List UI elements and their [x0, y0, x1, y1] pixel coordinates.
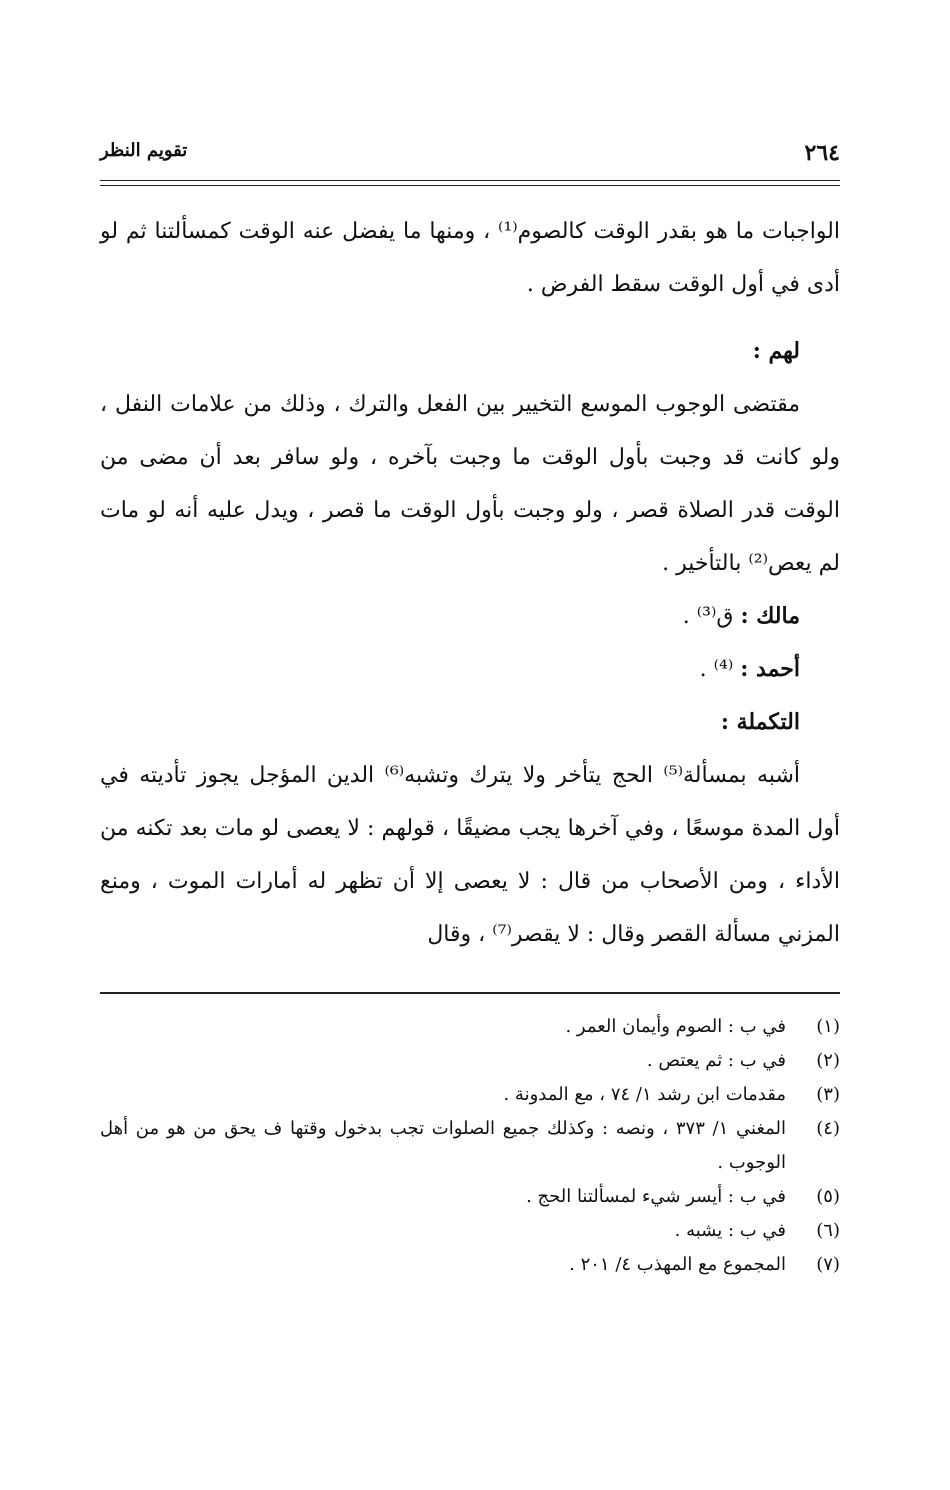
footnote-item [100, 1248, 840, 1282]
heading-lahum: لهم : [752, 338, 800, 364]
footnote-item [100, 1044, 840, 1078]
footnote-number: (٢) [816, 1050, 840, 1071]
running-title: تقويم النظر [100, 140, 188, 161]
footnote-number: (١) [816, 1016, 840, 1037]
footnote-number: (٦) [816, 1220, 840, 1241]
footnote-item [100, 1010, 840, 1044]
footnote-number: (٣) [816, 1084, 840, 1105]
footnote-item [100, 1112, 840, 1180]
footnote-text: في ب : أيسر شيء لمسألتنا الحج . [526, 1186, 786, 1207]
heading-takmila: التكملة : [720, 709, 800, 735]
paragraph-1: الواجبات ما هو بقدر الوقت كالصوم⁽¹⁾ ، ومنها ما يفضل عنه الوقت كمسألتنا ثم لو أدى في أول الوقت سقط الفرض . [100, 219, 840, 297]
page-number: ٢٦٤ [804, 140, 840, 166]
footnote-text: مقدمات ابن رشد ١/ ٧٤ ، مع المدونة . [503, 1084, 786, 1105]
page-header [100, 140, 840, 176]
paragraph-2: مقتضى الوجوب الموسع التخيير بين الفعل والترك ، وذلك من علامات النفل ، ولو كانت قد وجبت بأول الوقت ما وجبت بآخره ، ولو سافر بعد أن مضى من الوقت قدر الصلاة قصر ، ولو وجبت بأول الوقت ما قصر ، ويدل عليه أنه لو مات لم يعص⁽²⁾ بالتأخير . [100, 392, 840, 576]
ahmad-label: أحمد : [740, 656, 800, 682]
footnote-text: المجموع مع المهذب ٤/ ٢٠١ . [569, 1254, 786, 1275]
footnote-text: في ب : الصوم وأيمان العمر . [565, 1016, 786, 1037]
ahmad-text: ⁽⁴⁾ . [699, 657, 734, 682]
footnote-number: (٤) [816, 1118, 840, 1139]
header-rule [100, 180, 840, 181]
malik-label: مالك : [740, 603, 800, 629]
main-text [100, 205, 840, 961]
footnote-text: المغني ١/ ٣٧٣ ، ونصه : وكذلك جميع الصلوات تجب بدخول وقتها ف يحق من هو من أهل الوجوب . [100, 1118, 786, 1173]
ahmad-line [100, 643, 840, 696]
footnote-number: (٧) [816, 1254, 840, 1275]
header-rule-secondary [100, 185, 840, 186]
paragraph-3: أشبه بمسألة⁽⁵⁾ الحج يتأخر ولا يترك وتشبه⁽⁶⁾ الدين المؤجل يجوز تأديته في أول المدة موسعًا ، وفي آخرها يجب مضيقًا ، قولهم : لا يعصى لو مات بعد تكنه من الأداء ، ومن الأصحاب من قال : لا يعصى إلا أن تظهر له أمارات الموت ، ومنع المزني مسألة القصر وقال : لا يقصر⁽⁷⁾ ، وقال [100, 763, 840, 947]
footnote-item [100, 1180, 840, 1214]
footnote-text: في ب : ثم يعتص . [646, 1050, 786, 1071]
malik-line [100, 590, 840, 643]
footnote-item [100, 1078, 840, 1112]
footnote-separator [100, 992, 840, 994]
footnote-number: (٥) [816, 1186, 840, 1207]
malik-text: ق⁽³⁾ . [682, 604, 734, 629]
footnotes [100, 1010, 840, 1282]
footnote-text: في ب : يشبه . [674, 1220, 786, 1241]
footnote-item [100, 1214, 840, 1248]
